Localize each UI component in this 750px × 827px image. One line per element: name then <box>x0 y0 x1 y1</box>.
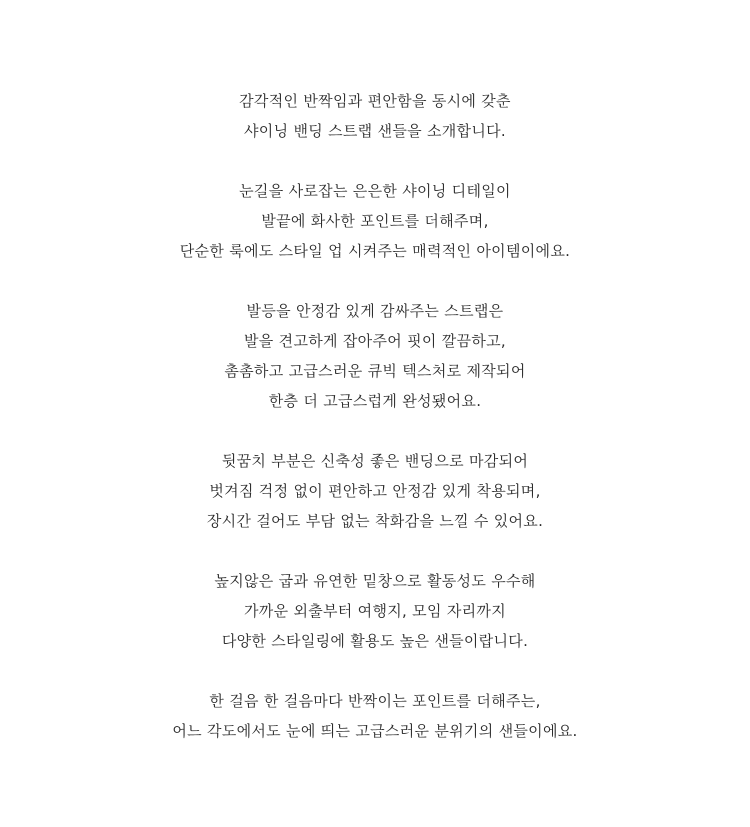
description-line: 샤이닝 밴딩 스트랩 샌들을 소개합니다. <box>244 122 506 140</box>
description-paragraph-strap <box>0 296 750 416</box>
product-description <box>0 86 750 776</box>
description-line: 높지않은 굽과 유연한 밑창으로 활동성도 우수해 <box>214 572 536 590</box>
description-line: 한층 더 고급스럽게 완성됐어요. <box>268 392 482 410</box>
description-line: 발을 견고하게 잡아주어 핏이 깔끔하고, <box>244 332 506 350</box>
description-paragraph-closing <box>0 686 750 746</box>
description-paragraph-heel <box>0 446 750 536</box>
description-line: 가까운 외출부터 여행지, 모임 자리까지 <box>244 602 506 620</box>
description-line: 촘촘하고 고급스러운 큐빅 텍스처로 제작되어 <box>224 362 526 380</box>
description-line: 발끝에 화사한 포인트를 더해주며, <box>261 212 489 230</box>
description-line: 한 걸음 한 걸음마다 반짝이는 포인트를 더해주는, <box>209 692 541 710</box>
description-line: 단순한 룩에도 스타일 업 시켜주는 매력적인 아이템이에요. <box>179 242 571 260</box>
description-line: 뒷꿈치 부분은 신축성 좋은 밴딩으로 마감되어 <box>221 452 529 470</box>
description-line: 다양한 스타일링에 활용도 높은 샌들이랍니다. <box>221 632 529 650</box>
description-paragraph-intro <box>0 86 750 146</box>
description-line: 장시간 걸어도 부담 없는 착화감을 느낄 수 있어요. <box>206 512 544 530</box>
description-paragraph-sole <box>0 566 750 656</box>
description-line: 눈길을 사로잡는 은은한 샤이닝 디테일이 <box>239 182 511 200</box>
description-line: 감각적인 반짝임과 편안함을 동시에 갖춘 <box>239 92 511 110</box>
description-line: 벗겨짐 걱정 없이 편안하고 안정감 있게 착용되며, <box>209 482 541 500</box>
description-line: 발등을 안정감 있게 감싸주는 스트랩은 <box>246 302 504 320</box>
description-line: 어느 각도에서도 눈에 띄는 고급스러운 분위기의 샌들이에요. <box>172 722 578 740</box>
description-paragraph-detail <box>0 176 750 266</box>
